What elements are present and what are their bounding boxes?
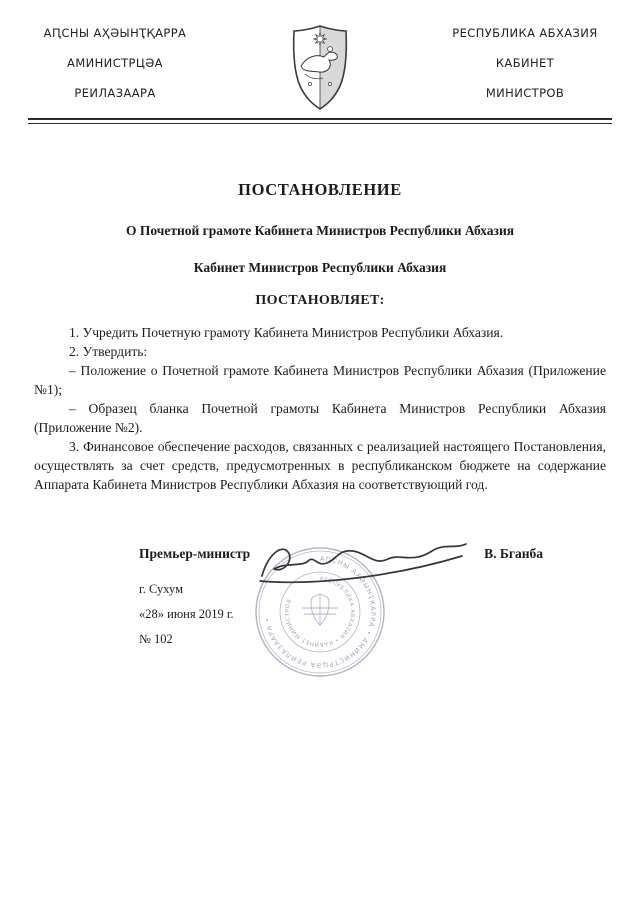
letterhead-right-line2: КАБИНЕТ — [495, 56, 555, 70]
letterhead-right-line1: РЕСПУБЛИКА АБХАЗИЯ — [452, 26, 598, 40]
signer-post: Премьер-министр — [139, 546, 251, 561]
meta-number: № 102 — [139, 632, 173, 646]
signer-name: В. Бганба — [484, 546, 543, 561]
document-issuer: Кабинет Министров Республики Абхазия — [193, 260, 447, 275]
paragraph-2: 2. Утвердить: — [69, 344, 148, 359]
document-subject: О Почетной грамоте Кабинета Министров Республики Абхазия — [125, 223, 515, 238]
letterhead-left-line1: АԤСНЫ АҲӘЫНҬҚАРРА — [43, 26, 187, 40]
document-body — [34, 323, 606, 494]
letterhead-right-line3: МИНИСТРОВ — [485, 86, 565, 100]
letterhead — [0, 0, 640, 118]
seal-outer-text: АԤСНЫ АҲӘЫНҬҚАРРА • АМИНИСТРЦӘА РЕИЛАЗААРА • — [263, 554, 378, 670]
resolution-word: ПОСТАНОВЛЯЕТ: — [255, 293, 385, 308]
document-title: ПОСТАНОВЛЕНИЕ — [238, 180, 402, 199]
meta-city: г. Сухум — [139, 582, 184, 596]
coat-of-arms-icon — [289, 24, 351, 117]
paragraph-5: 3. Финансовое обеспечение расходов, связанных с реализацией настоящего Постановления, осуществлять за счет средств, предусмотренных в республиканском бюджете на содержание Аппарата Кабинета Министров Республики Абхазия на соответствующий год. — [34, 439, 606, 492]
double-rule-divider — [28, 118, 612, 124]
letterhead-left-line2: АМИНИСТРЦӘА — [67, 56, 163, 70]
letterhead-right — [436, 26, 614, 116]
letterhead-left — [26, 26, 204, 116]
document-meta — [139, 577, 606, 652]
meta-date: «28» июня 2019 г. — [139, 607, 234, 621]
letterhead-left-line3: РЕИЛАЗААРА — [74, 86, 156, 100]
seal-inner-text: РЕСПУБЛИКА АБХАЗИЯ • КАБИНЕТ МИНИСТРОВ — [284, 576, 355, 648]
paragraph-3: – Положение о Почетной грамоте Кабинета Министров Республики Абхазия (Приложение №1); — [34, 363, 606, 397]
emblem-star — [314, 33, 327, 46]
signature-row — [34, 546, 606, 562]
paragraph-4: – Образец бланка Почетной грамоты Кабинета Министров Республики Абхазия (Приложение №2). — [34, 401, 606, 435]
paragraph-1: 1. Учредить Почетную грамоту Кабинета Министров Республики Абхазия. — [69, 325, 504, 340]
